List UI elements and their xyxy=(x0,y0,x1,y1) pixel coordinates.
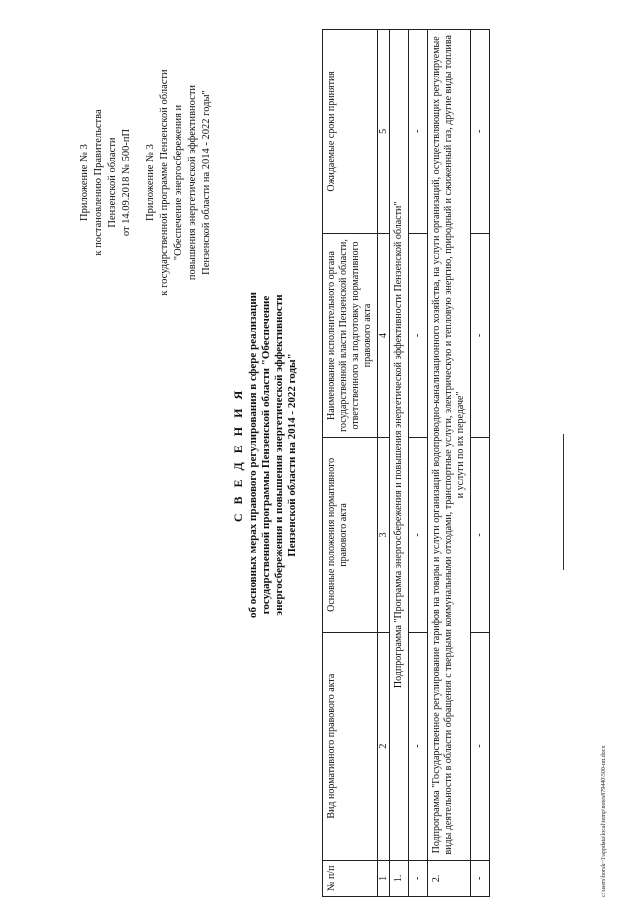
appendix-title: Приложение № 3 xyxy=(145,144,156,221)
table-header-row xyxy=(323,30,378,897)
table-cell: - xyxy=(471,233,490,437)
table-row xyxy=(428,30,471,897)
index-cell: 4 xyxy=(378,233,390,437)
table-cell: - xyxy=(471,438,490,632)
row-num: 1. xyxy=(390,860,409,896)
table-cell: - xyxy=(471,860,490,896)
heading-line: Пензенской области на 2014 - 2022 годы" xyxy=(286,353,298,557)
table-cell: - xyxy=(409,438,428,632)
index-cell: 3 xyxy=(378,438,390,632)
header-provisions: Основные положения нормативного правового акта xyxy=(323,438,378,632)
appendix-text: Пензенской области на 2014 - 2022 годы" xyxy=(201,90,212,275)
table-cell: - xyxy=(409,860,428,896)
table-cell: - xyxy=(409,233,428,437)
appendix-text: к постановлению Правительства xyxy=(93,109,104,256)
heading-title: С В Е Д Е Н И Я xyxy=(231,387,245,523)
header-num: № п/п xyxy=(323,860,378,896)
appendix-title: Приложение № 3 xyxy=(79,144,90,221)
table-cell: - xyxy=(409,632,428,860)
table-cell: - xyxy=(471,30,490,234)
subprogram-title: Подпрограмма "Государственное регулирование тарифов на товары и услуги организаций водопроводно-канализационного хозяйства, на услуги организаций, осуществляющих регулируемые виды деятельности в области обращения с твердыми коммунальными отходами, транспортные услуги, электрическую и тепловую энергию, природный и сжиженный газ, другие виды топлива и услуги по их передаче" xyxy=(428,30,471,861)
heading-line: об основных мерах правового регулирования в сфере реализации xyxy=(247,291,259,619)
index-cell: 5 xyxy=(378,30,390,234)
appendix-text: к государственной программе Пензенской области xyxy=(159,69,170,296)
header-term: Ожидаемые сроки принятия xyxy=(323,30,378,234)
appendix-text: повышения энергетической эффективности xyxy=(187,84,198,281)
table-row xyxy=(471,30,490,897)
table-cell: - xyxy=(471,632,490,860)
horizontal-divider xyxy=(563,434,564,570)
appendix-date: от 14.09.2018 № 500-пП xyxy=(121,128,132,237)
appendix-text: Пензенской области xyxy=(107,137,118,228)
header-org: Наименование исполнительного органа государственной власти Пензенской области, ответственного за подготовку нормативного правового акта xyxy=(323,233,378,437)
file-path: c:\users\borsk~1\appdata\local\temp\notes879440\500-пп.docx xyxy=(601,745,607,897)
heading-line: государственной программы Пензенской области "Обеспечение xyxy=(260,295,272,615)
table-row xyxy=(409,30,428,897)
index-cell: 2 xyxy=(378,632,390,860)
subprogram-title: Подпрограмма "Программа энергосбережения и повышения энергетической эффективности Пензенской области" xyxy=(390,30,409,861)
appendix-block xyxy=(78,60,214,305)
measures-table xyxy=(322,29,490,897)
index-row xyxy=(378,30,390,897)
document-heading xyxy=(232,175,299,735)
table-row xyxy=(390,30,409,897)
header-kind: Вид нормативного правового акта xyxy=(323,632,378,860)
row-num: 2. xyxy=(428,860,471,896)
heading-line: энергосбережения и повышения энергетической эффективности xyxy=(273,294,285,616)
table-cell: - xyxy=(409,30,428,234)
appendix-text: "Обеспечение энергосбережения и xyxy=(173,104,184,261)
index-cell: 1 xyxy=(378,860,390,896)
